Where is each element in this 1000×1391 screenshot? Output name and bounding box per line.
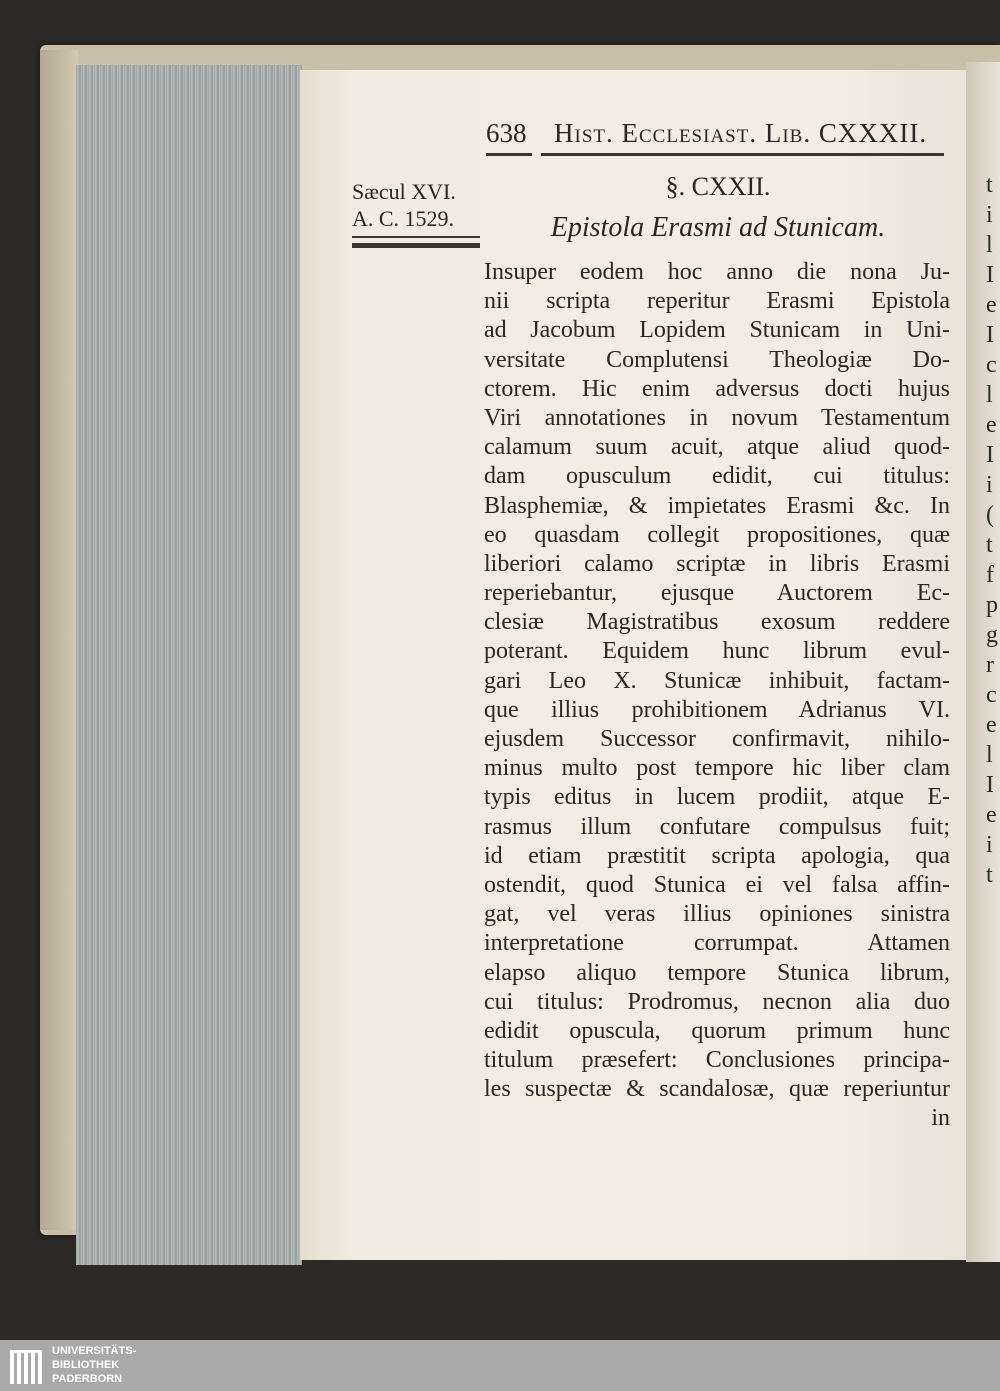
text-line: poterant. Equidem hunc librum evul-: [484, 638, 950, 665]
text-line: Viri annotationes in novum Testamentum: [484, 404, 950, 431]
cover-edge: [40, 50, 78, 1230]
text-line: typis editus in lucem prodiit, atque E-: [484, 784, 950, 811]
facing-page-fragment: I: [986, 262, 994, 288]
text-line: eo quasdam collegit propositiones, quæ: [484, 521, 950, 548]
facing-page-fragment: (: [986, 502, 994, 528]
library-footer: [0, 1340, 1000, 1391]
margin-year: A. C. 1529.: [352, 206, 455, 231]
facing-page-fragment: p: [986, 592, 998, 618]
facing-page-fragment: c: [986, 352, 997, 378]
text-line: ejusdem Successor confirmavit, nihilo-: [484, 726, 950, 752]
text-line: les suspectæ & scandalosæ, quæ reperiuntur: [484, 1076, 950, 1103]
facing-page-fragment: i: [986, 472, 993, 498]
text-line: elapso aliquo tempore Stunica librum,: [484, 959, 950, 986]
text-line: ctorem. Hic enim adversus docti hujus: [484, 375, 950, 402]
text-line: minus multo post tempore hic liber clam: [484, 755, 950, 782]
text-line: versitate Complutensi Theologiæ Do-: [484, 346, 950, 373]
show-through-text: [345, 280, 475, 680]
facing-page-fragment: I: [986, 322, 994, 348]
running-title: Hist. Ecclesiast. Lib. CXXXII.: [554, 118, 928, 148]
page-block-edges: [76, 65, 302, 1265]
facing-page-fragment: e: [986, 802, 997, 828]
text-line: liberiori calamo scriptæ in libris Erasmi: [484, 550, 950, 577]
body-text: [484, 258, 950, 1134]
text-line: nii scripta reperitur Erasmi Epistola: [484, 288, 950, 315]
text-line: id etiam præstitit scripta apologia, qua: [484, 842, 950, 869]
facing-page-fragment: i: [986, 832, 993, 858]
text-line: titulum præsefert: Conclusiones principa-: [484, 1047, 950, 1074]
text-line: gat, vel veras illius opiniones sinistra: [484, 901, 950, 928]
facing-page-fragment: t: [986, 172, 993, 198]
catchword: in: [931, 1105, 950, 1132]
facing-page-fragment: l: [986, 382, 993, 408]
library-name-line1: UNIVERSITÄTS-: [52, 1345, 137, 1357]
facing-page-fragment: t: [986, 532, 993, 558]
header-rule: [486, 153, 944, 156]
text-line: cui titulus: Prodromus, necnon alia duo: [484, 988, 950, 1015]
margin-century: Sæcul XVI.: [352, 179, 456, 204]
facing-page-fragment: I: [986, 442, 994, 468]
running-header: [486, 112, 946, 152]
text-line: rasmus illum confutare compulsus fuit;: [484, 813, 950, 840]
library-name-line3: PADERBORN: [52, 1373, 123, 1385]
page-number: 638: [486, 118, 527, 148]
facing-page-fragment: c: [986, 682, 997, 708]
text-line: ad Jacobum Lopidem Stunicam in Uni-: [484, 317, 950, 344]
text-line: reperiebantur, ejusque Auctorem Ec-: [484, 580, 950, 607]
facing-page-fragment: f: [986, 562, 994, 588]
text-line: gari Leo X. Stunicæ inhibuit, factam-: [484, 667, 950, 694]
text-line: que illius prohibitionem Adrianus VI.: [484, 696, 950, 723]
text-line: ostendit, quod Stunica ei vel falsa affin-: [484, 871, 950, 898]
margin-rule: [352, 236, 480, 238]
library-name-line2: BIBLIOTHEK: [52, 1359, 120, 1371]
text-line: interpretatione corrumpat. Attamen: [484, 930, 950, 957]
facing-page-fragment: i: [986, 202, 993, 228]
facing-page-fragment: I: [986, 772, 994, 798]
facing-page-fragment: r: [986, 652, 994, 678]
margin-note: [352, 178, 482, 232]
text-line: clesiæ Magistratibus exosum reddere: [484, 609, 950, 636]
facing-page-fragment: e: [986, 412, 997, 438]
facing-page-fragment: l: [986, 742, 993, 768]
library-logo-icon: [8, 1344, 48, 1387]
facing-page-fragment: e: [986, 292, 997, 318]
library-name: [52, 1344, 136, 1386]
facing-page-fragment: t: [986, 862, 993, 888]
section-number: §. CXXII.: [665, 172, 771, 201]
facing-page-fragment: g: [986, 622, 998, 648]
text-line: edidit opuscula, quorum primum hunc: [484, 1017, 950, 1044]
facing-page-fragment: e: [986, 712, 997, 738]
facing-page-fragments: [986, 170, 1000, 1070]
text-line: Blasphemiæ, & impietates Erasmi &c. In: [484, 492, 950, 519]
text-line: Insuper eodem hoc anno die nona Ju-: [484, 259, 950, 285]
text-line: calamum suum acuit, atque aliud quod-: [484, 434, 950, 461]
section-title: Epistola Erasmi ad Stunicam.: [550, 212, 886, 243]
text-line: dam opusculum edidit, cui titulus:: [484, 463, 950, 490]
facing-page-fragment: l: [986, 232, 993, 258]
margin-rule-thick: [352, 243, 480, 248]
